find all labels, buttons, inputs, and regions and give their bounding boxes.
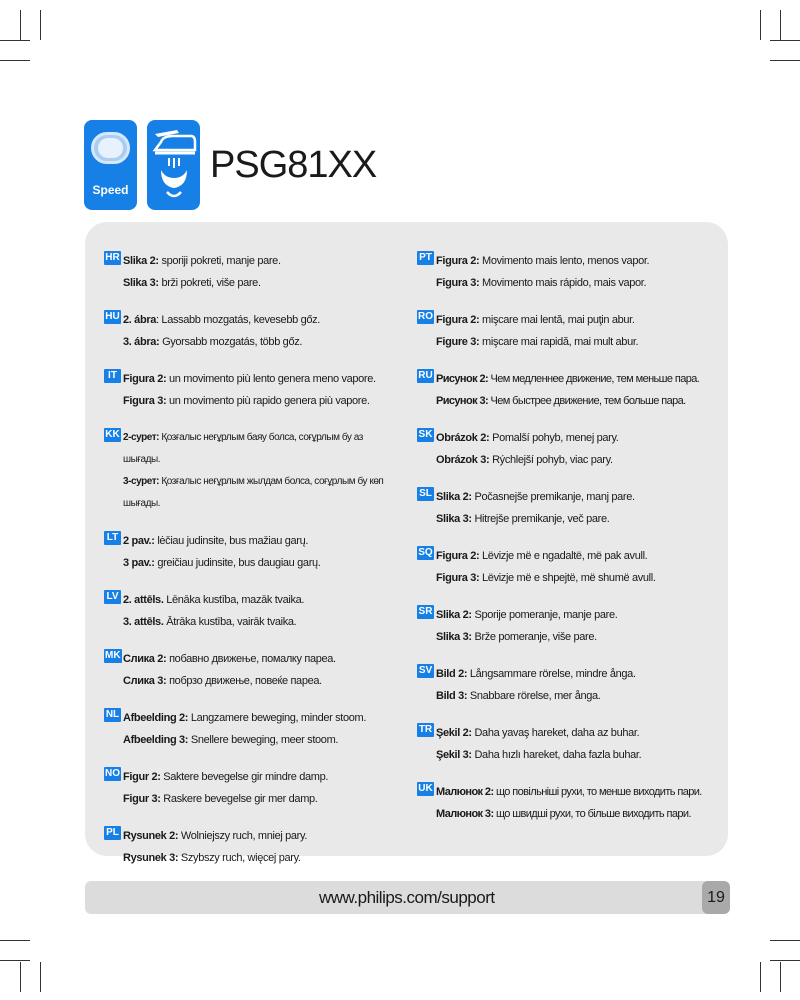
crop-mark — [770, 60, 800, 61]
steam-iron-graphic — [147, 120, 200, 210]
entry-text: Långsammare rörelse, mindre ånga. — [469, 668, 636, 680]
crop-mark — [0, 960, 30, 961]
language-entry-pt — [417, 250, 707, 294]
language-code-badge: TR — [418, 724, 433, 735]
entry-text: Чем медленнее движение, тем меньше пара. — [490, 373, 700, 385]
entry-text: Brže pomeranje, više pare. — [474, 631, 597, 643]
entry-label: Figure 3: — [436, 336, 480, 348]
crop-mark — [40, 962, 41, 992]
entry-label: 2. attēls. — [123, 594, 164, 606]
entry-label: Afbeelding 2: — [123, 712, 189, 724]
language-code-badge: RU — [418, 370, 433, 381]
entry-label: Рисунок 3: — [436, 395, 489, 407]
language-entry-no — [104, 766, 400, 810]
entry-label: Slika 2: — [123, 255, 159, 267]
model-title: PSG81XX — [210, 144, 377, 186]
entry-label: Figura 2: — [436, 314, 480, 326]
entry-text: Gyorsabb mozgatás, több gőz. — [162, 336, 303, 348]
crop-mark — [760, 10, 761, 40]
language-entry-nl — [104, 707, 400, 751]
entry-label: Şekil 3: — [436, 749, 472, 761]
entry-text: Қозғалыс неғұрлым баяу болса, соғұрлым бу аз шығады. — [123, 432, 363, 465]
entry-label: Rysunek 2: — [123, 830, 179, 842]
crop-mark — [760, 962, 761, 992]
entry-text: mişcare mai lentă, mai puţin abur. — [482, 314, 635, 326]
language-code-badge: HU — [105, 311, 120, 322]
language-code-badge: PT — [417, 251, 434, 265]
entry-label: Bild 2: — [436, 668, 468, 680]
language-entry-tr — [417, 722, 707, 766]
language-entry-hr — [104, 250, 400, 294]
entry-label: Малюнок 2: — [436, 786, 494, 798]
language-entry-sv — [417, 663, 707, 707]
entry-label: Şekil 2: — [436, 727, 472, 739]
language-code-badge: IT — [104, 369, 121, 383]
language-code-badge: MK — [105, 650, 121, 661]
language-entry-sq — [417, 545, 707, 589]
entry-text: що швидші рухи, то більше виходить пари. — [495, 808, 691, 820]
entry-text: Snabbare rörelse, mer ånga. — [469, 690, 601, 702]
crop-mark — [20, 962, 21, 992]
entry-label: 3. ábra: — [123, 336, 160, 348]
entry-label: Obrázok 2: — [436, 432, 490, 444]
entry-label: Figura 3: — [436, 572, 480, 584]
language-entry-lv — [104, 589, 400, 633]
steam-iron-icon — [147, 120, 200, 210]
crop-mark — [0, 40, 30, 41]
entry-text: Қозғалыс неғұрлым жылдам болса, соғұрлым бу көп шығады. — [123, 476, 384, 509]
language-entry-uk — [417, 781, 707, 825]
crop-mark — [0, 940, 30, 941]
support-url-link[interactable]: www.philips.com/support — [319, 888, 495, 907]
entry-text: Wolniejszy ruch, mniej pary. — [180, 830, 308, 842]
entry-text: Movimento mais rápido, mais vapor. — [482, 277, 647, 289]
entry-text: Pomalší pohyb, menej pary. — [492, 432, 619, 444]
entry-label: Slika 3: — [436, 631, 472, 643]
language-entry-ru — [417, 368, 707, 412]
speed-icon-label: Speed — [92, 183, 129, 197]
entry-label: 3 pav.: — [123, 557, 155, 569]
entry-text: Hitrejše premikanje, več pare. — [474, 513, 610, 525]
language-entry-sl — [417, 486, 707, 530]
entry-label: Figura 2: — [436, 550, 480, 562]
crop-mark — [780, 10, 781, 40]
language-entry-sr — [417, 604, 707, 648]
crop-mark — [40, 10, 41, 40]
crop-mark — [770, 960, 800, 961]
entry-label: Slika 2: — [436, 491, 472, 503]
crop-mark — [0, 60, 30, 61]
language-code-badge: RO — [418, 311, 433, 322]
language-entry-pl — [104, 825, 400, 869]
entry-label: Figur 2: — [123, 771, 161, 783]
entry-text: Počasnejše premikanje, manj pare. — [474, 491, 635, 503]
entry-text: : Lassabb mozgatás, kevesebb gőz. — [156, 314, 320, 326]
entry-text: Lëvizje më e shpejtë, më shumë avull. — [482, 572, 656, 584]
entry-label: Figura 2: — [123, 373, 167, 385]
language-entry-sk — [417, 427, 707, 471]
entry-label: Slika 3: — [123, 277, 159, 289]
entry-text: побрзо движење, повеќе пареа. — [169, 675, 322, 687]
entry-text: lėčiau judinsite, bus mažiau garų. — [157, 535, 309, 547]
entry-text: mişcare mai rapidă, mai mult abur. — [482, 336, 639, 348]
entry-label: 3. attēls. — [123, 616, 164, 628]
language-entry-ro — [417, 309, 707, 353]
speed-icon — [84, 120, 137, 210]
language-code-badge: SV — [418, 665, 433, 676]
language-code-badge: LT — [104, 531, 121, 545]
entry-text: Чем быстрее движение, тем больше пара. — [490, 395, 686, 407]
language-code-badge: UK — [418, 783, 433, 794]
entry-label: Slika 3: — [436, 513, 472, 525]
entry-text: Lëvizje më e ngadaltë, më pak avull. — [482, 550, 648, 562]
entry-text: що повільніші рухи, то менше виходить пари. — [495, 786, 702, 798]
language-entry-it — [104, 368, 400, 412]
speed-oval-shape — [91, 132, 130, 164]
entry-text: Lēnāka kustība, mazāk tvaika. — [166, 594, 305, 606]
language-code-badge: SL — [417, 487, 434, 501]
entry-text: un movimento più rapido genera più vapore. — [169, 395, 370, 407]
entry-text: Daha hızlı hareket, daha fazla buhar. — [474, 749, 642, 761]
entry-label: Afbeelding 3: — [123, 734, 189, 746]
entry-label: Bild 3: — [436, 690, 468, 702]
entry-text: Raskere bevegelse gir mer damp. — [163, 793, 318, 805]
entry-text: Rýchlejší pohyb, viac pary. — [492, 454, 613, 466]
entry-text: Sporije pomeranje, manje pare. — [474, 609, 618, 621]
entry-text: Daha yavaş hareket, daha az buhar. — [474, 727, 640, 739]
language-code-badge: LV — [104, 590, 121, 604]
language-entry-lt — [104, 530, 400, 574]
entry-text: brži pokreti, više pare. — [161, 277, 261, 289]
crop-mark — [770, 40, 800, 41]
entry-label: 2-сурет: — [123, 432, 160, 443]
entry-label: Slika 2: — [436, 609, 472, 621]
language-entry-mk — [104, 648, 400, 692]
entry-label: Figura 2: — [436, 255, 480, 267]
entry-text: побавно движење, помалку пареа. — [169, 653, 336, 665]
page-number: 19 — [702, 881, 730, 914]
crop-mark — [780, 962, 781, 992]
language-code-badge: NL — [105, 709, 120, 720]
entry-text: Ātrāka kustība, vairāk tvaika. — [166, 616, 297, 628]
language-code-badge: SK — [418, 429, 433, 440]
entry-text: Szybszy ruch, więcej pary. — [180, 852, 301, 864]
entry-label: 2 pav.: — [123, 535, 155, 547]
crop-mark — [770, 940, 800, 941]
language-entry-hu — [104, 309, 400, 353]
left-column — [104, 250, 400, 884]
language-entry-kk — [104, 427, 400, 515]
language-code-badge: KK — [105, 429, 120, 440]
crop-mark — [20, 10, 21, 40]
entry-label: Figura 3: — [123, 395, 167, 407]
entry-label: Figura 3: — [436, 277, 480, 289]
entry-label: Рисунок 2: — [436, 373, 489, 385]
entry-label: Figur 3: — [123, 793, 161, 805]
entry-label: 3-сурет: — [123, 476, 160, 487]
entry-label: Obrázok 3: — [436, 454, 490, 466]
entry-label: Rysunek 3: — [123, 852, 179, 864]
entry-text: Saktere bevegelse gir mindre damp. — [163, 771, 329, 783]
entry-label: Малюнок 3: — [436, 808, 494, 820]
entry-text: Movimento mais lento, menos vapor. — [482, 255, 650, 267]
language-code-badge: SR — [418, 606, 433, 617]
entry-text: sporiji pokreti, manje pare. — [161, 255, 281, 267]
entry-label: 2. ábra — [123, 314, 157, 326]
language-code-badge: NO — [105, 768, 120, 779]
language-code-badge: SQ — [418, 547, 433, 558]
entry-text: un movimento più lento genera meno vapore. — [169, 373, 376, 385]
entry-text: Langzamere beweging, minder stoom. — [190, 712, 367, 724]
entry-label: Слика 2: — [123, 653, 167, 665]
language-code-badge: HR — [105, 252, 120, 263]
entry-label: Слика 3: — [123, 675, 167, 687]
entry-text: greičiau judinsite, bus daugiau garų. — [157, 557, 321, 569]
language-code-badge: PL — [104, 826, 121, 840]
entry-text: Snellere beweging, meer stoom. — [190, 734, 339, 746]
right-column — [417, 250, 707, 840]
